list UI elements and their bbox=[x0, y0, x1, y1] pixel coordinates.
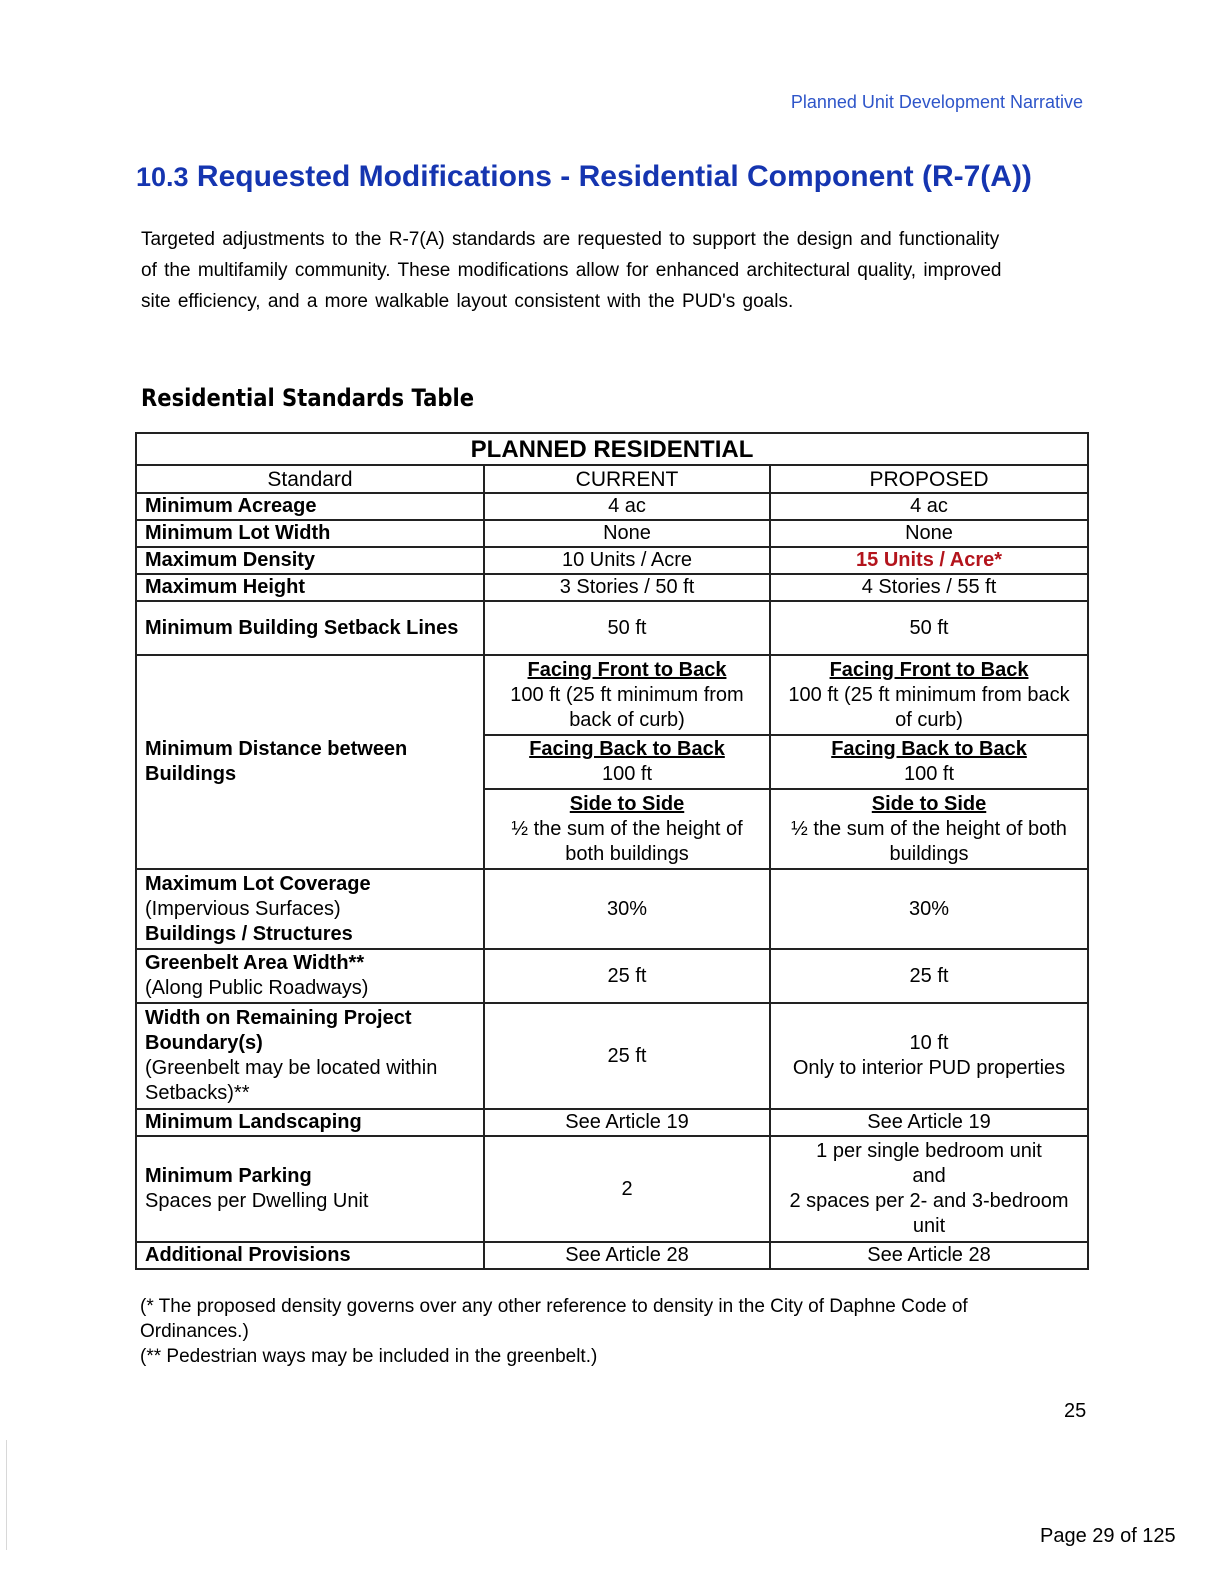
footnotes bbox=[140, 1294, 1080, 1369]
row-label-text: Buildings / Structures bbox=[145, 922, 353, 945]
column-header-standard: Standard bbox=[136, 465, 484, 493]
proposed-value: See Article 19 bbox=[770, 1109, 1088, 1136]
proposed-value: 30% bbox=[770, 869, 1088, 949]
table-row bbox=[136, 493, 1088, 520]
proposed-value: 25 ft bbox=[770, 949, 1088, 1003]
current-value: 30% bbox=[484, 869, 770, 949]
row-label bbox=[136, 869, 484, 949]
row-label-text: Greenbelt Area Width** bbox=[145, 952, 365, 974]
current-value: 4 ac bbox=[484, 493, 770, 520]
proposed-value bbox=[770, 1136, 1088, 1242]
value-text: ½ the sum of the height of both buildings bbox=[791, 817, 1067, 865]
table-heading: Residential Standards Table bbox=[141, 384, 475, 412]
row-label: Minimum Landscaping bbox=[136, 1109, 484, 1136]
footnote-greenbelt: (** Pedestrian ways may be included in the greenbelt.) bbox=[140, 1346, 598, 1367]
row-label-text: Maximum Lot Coverage bbox=[145, 872, 371, 895]
current-value: 25 ft bbox=[484, 1003, 770, 1109]
proposed-value: 4 ac bbox=[770, 493, 1088, 520]
section-title bbox=[136, 160, 1032, 194]
table-row bbox=[136, 1242, 1088, 1269]
section-title-text: Requested Modifications - Residential Component (R-7(A)) bbox=[196, 160, 1032, 193]
page-number: 25 bbox=[1064, 1400, 1087, 1422]
row-label: Maximum Density bbox=[136, 547, 484, 574]
table-title-row bbox=[136, 433, 1088, 465]
proposed-value: 4 Stories / 55 ft bbox=[770, 574, 1088, 601]
table-row bbox=[136, 949, 1088, 1003]
table-row bbox=[136, 574, 1088, 601]
residential-standards-table bbox=[135, 432, 1089, 1270]
row-label: Additional Provisions bbox=[136, 1242, 484, 1269]
row-label: Minimum Lot Width bbox=[136, 520, 484, 547]
footnote-density: (* The proposed density governs over any other reference to density in the City of Daphne Code of Ordinances.) bbox=[140, 1296, 968, 1342]
current-value bbox=[484, 735, 770, 789]
row-label: Minimum Distance between Buildings bbox=[136, 655, 484, 869]
row-label-text: Minimum Parking bbox=[145, 1165, 312, 1187]
row-sublabel: (Greenbelt may be located within Setbacks)** bbox=[145, 1057, 438, 1104]
row-label: Maximum Height bbox=[136, 574, 484, 601]
table-row bbox=[136, 547, 1088, 574]
table-title: PLANNED RESIDENTIAL bbox=[136, 433, 1088, 465]
row-label: Minimum Acreage bbox=[136, 493, 484, 520]
column-header-row bbox=[136, 465, 1088, 493]
row-label bbox=[136, 949, 484, 1003]
proposed-value bbox=[770, 789, 1088, 869]
table-row bbox=[136, 1109, 1088, 1136]
value-text: and bbox=[912, 1165, 946, 1187]
value-text: Only to interior PUD properties bbox=[792, 1057, 1066, 1079]
proposed-value-highlighted: 15 Units / Acre* bbox=[770, 547, 1088, 574]
proposed-value bbox=[770, 735, 1088, 789]
value-text: 1 per single bedroom unit bbox=[816, 1140, 1042, 1162]
table-row bbox=[136, 1003, 1088, 1109]
column-header-current: CURRENT bbox=[484, 465, 770, 493]
row-label: Minimum Building Setback Lines bbox=[136, 601, 484, 655]
subhead-back-to-back: Facing Back to Back bbox=[529, 738, 725, 760]
subhead-back-to-back: Facing Back to Back bbox=[831, 738, 1027, 760]
subhead-front-to-back: Facing Front to Back bbox=[829, 658, 1029, 681]
subhead-side-to-side: Side to Side bbox=[871, 792, 987, 815]
value-text: 100 ft (25 ft minimum from back of curb) bbox=[510, 683, 744, 731]
table-row bbox=[136, 655, 1088, 735]
proposed-value: 50 ft bbox=[770, 601, 1088, 655]
current-value: See Article 28 bbox=[484, 1242, 770, 1269]
current-value bbox=[484, 655, 770, 735]
intro-paragraph: Targeted adjustments to the R-7(A) standards are requested to support the design and functionality of the multifamily community. These modifications allow for enhanced architectural quality, improved site efficiency, and a more walkable layout consistent with the PUD's goals. bbox=[141, 229, 1002, 312]
value-text: 100 ft bbox=[903, 763, 955, 785]
row-sublabel: (Impervious Surfaces) bbox=[145, 897, 341, 920]
value-text: 2 spaces per 2- and 3-bedroom unit bbox=[789, 1190, 1069, 1237]
current-value: 10 Units / Acre bbox=[484, 547, 770, 574]
current-value: None bbox=[484, 520, 770, 547]
value-text: 100 ft bbox=[601, 763, 653, 785]
proposed-value: None bbox=[770, 520, 1088, 547]
table-row bbox=[136, 601, 1088, 655]
current-value: 50 ft bbox=[484, 601, 770, 655]
running-header: Planned Unit Development Narrative bbox=[790, 92, 1083, 112]
row-label bbox=[136, 1003, 484, 1109]
table-row bbox=[136, 869, 1088, 949]
column-header-proposed: PROPOSED bbox=[770, 465, 1088, 493]
row-label bbox=[136, 1136, 484, 1242]
current-value: 25 ft bbox=[484, 949, 770, 1003]
current-value bbox=[484, 789, 770, 869]
subhead-side-to-side: Side to Side bbox=[569, 792, 685, 815]
current-value: 2 bbox=[484, 1136, 770, 1242]
value-text: 100 ft (25 ft minimum from back of curb) bbox=[788, 683, 1070, 731]
proposed-value bbox=[770, 1003, 1088, 1109]
proposed-value: See Article 28 bbox=[770, 1242, 1088, 1269]
value-text: 10 ft bbox=[909, 1032, 949, 1054]
current-value: See Article 19 bbox=[484, 1109, 770, 1136]
page-counter: Page 29 of 125 bbox=[1040, 1525, 1176, 1547]
table-row bbox=[136, 520, 1088, 547]
row-sublabel: Spaces per Dwelling Unit bbox=[145, 1190, 369, 1212]
current-value: 3 Stories / 50 ft bbox=[484, 574, 770, 601]
section-number: 10.3 bbox=[136, 162, 189, 192]
row-sublabel: (Along Public Roadways) bbox=[145, 977, 369, 999]
value-text: ½ the sum of the height of both buildings bbox=[511, 817, 743, 865]
row-label-text: Width on Remaining Project Boundary(s) bbox=[145, 1007, 412, 1054]
table-row bbox=[136, 1136, 1088, 1242]
proposed-value bbox=[770, 655, 1088, 735]
scan-edge-line bbox=[6, 1440, 7, 1550]
subhead-front-to-back: Facing Front to Back bbox=[527, 658, 727, 681]
